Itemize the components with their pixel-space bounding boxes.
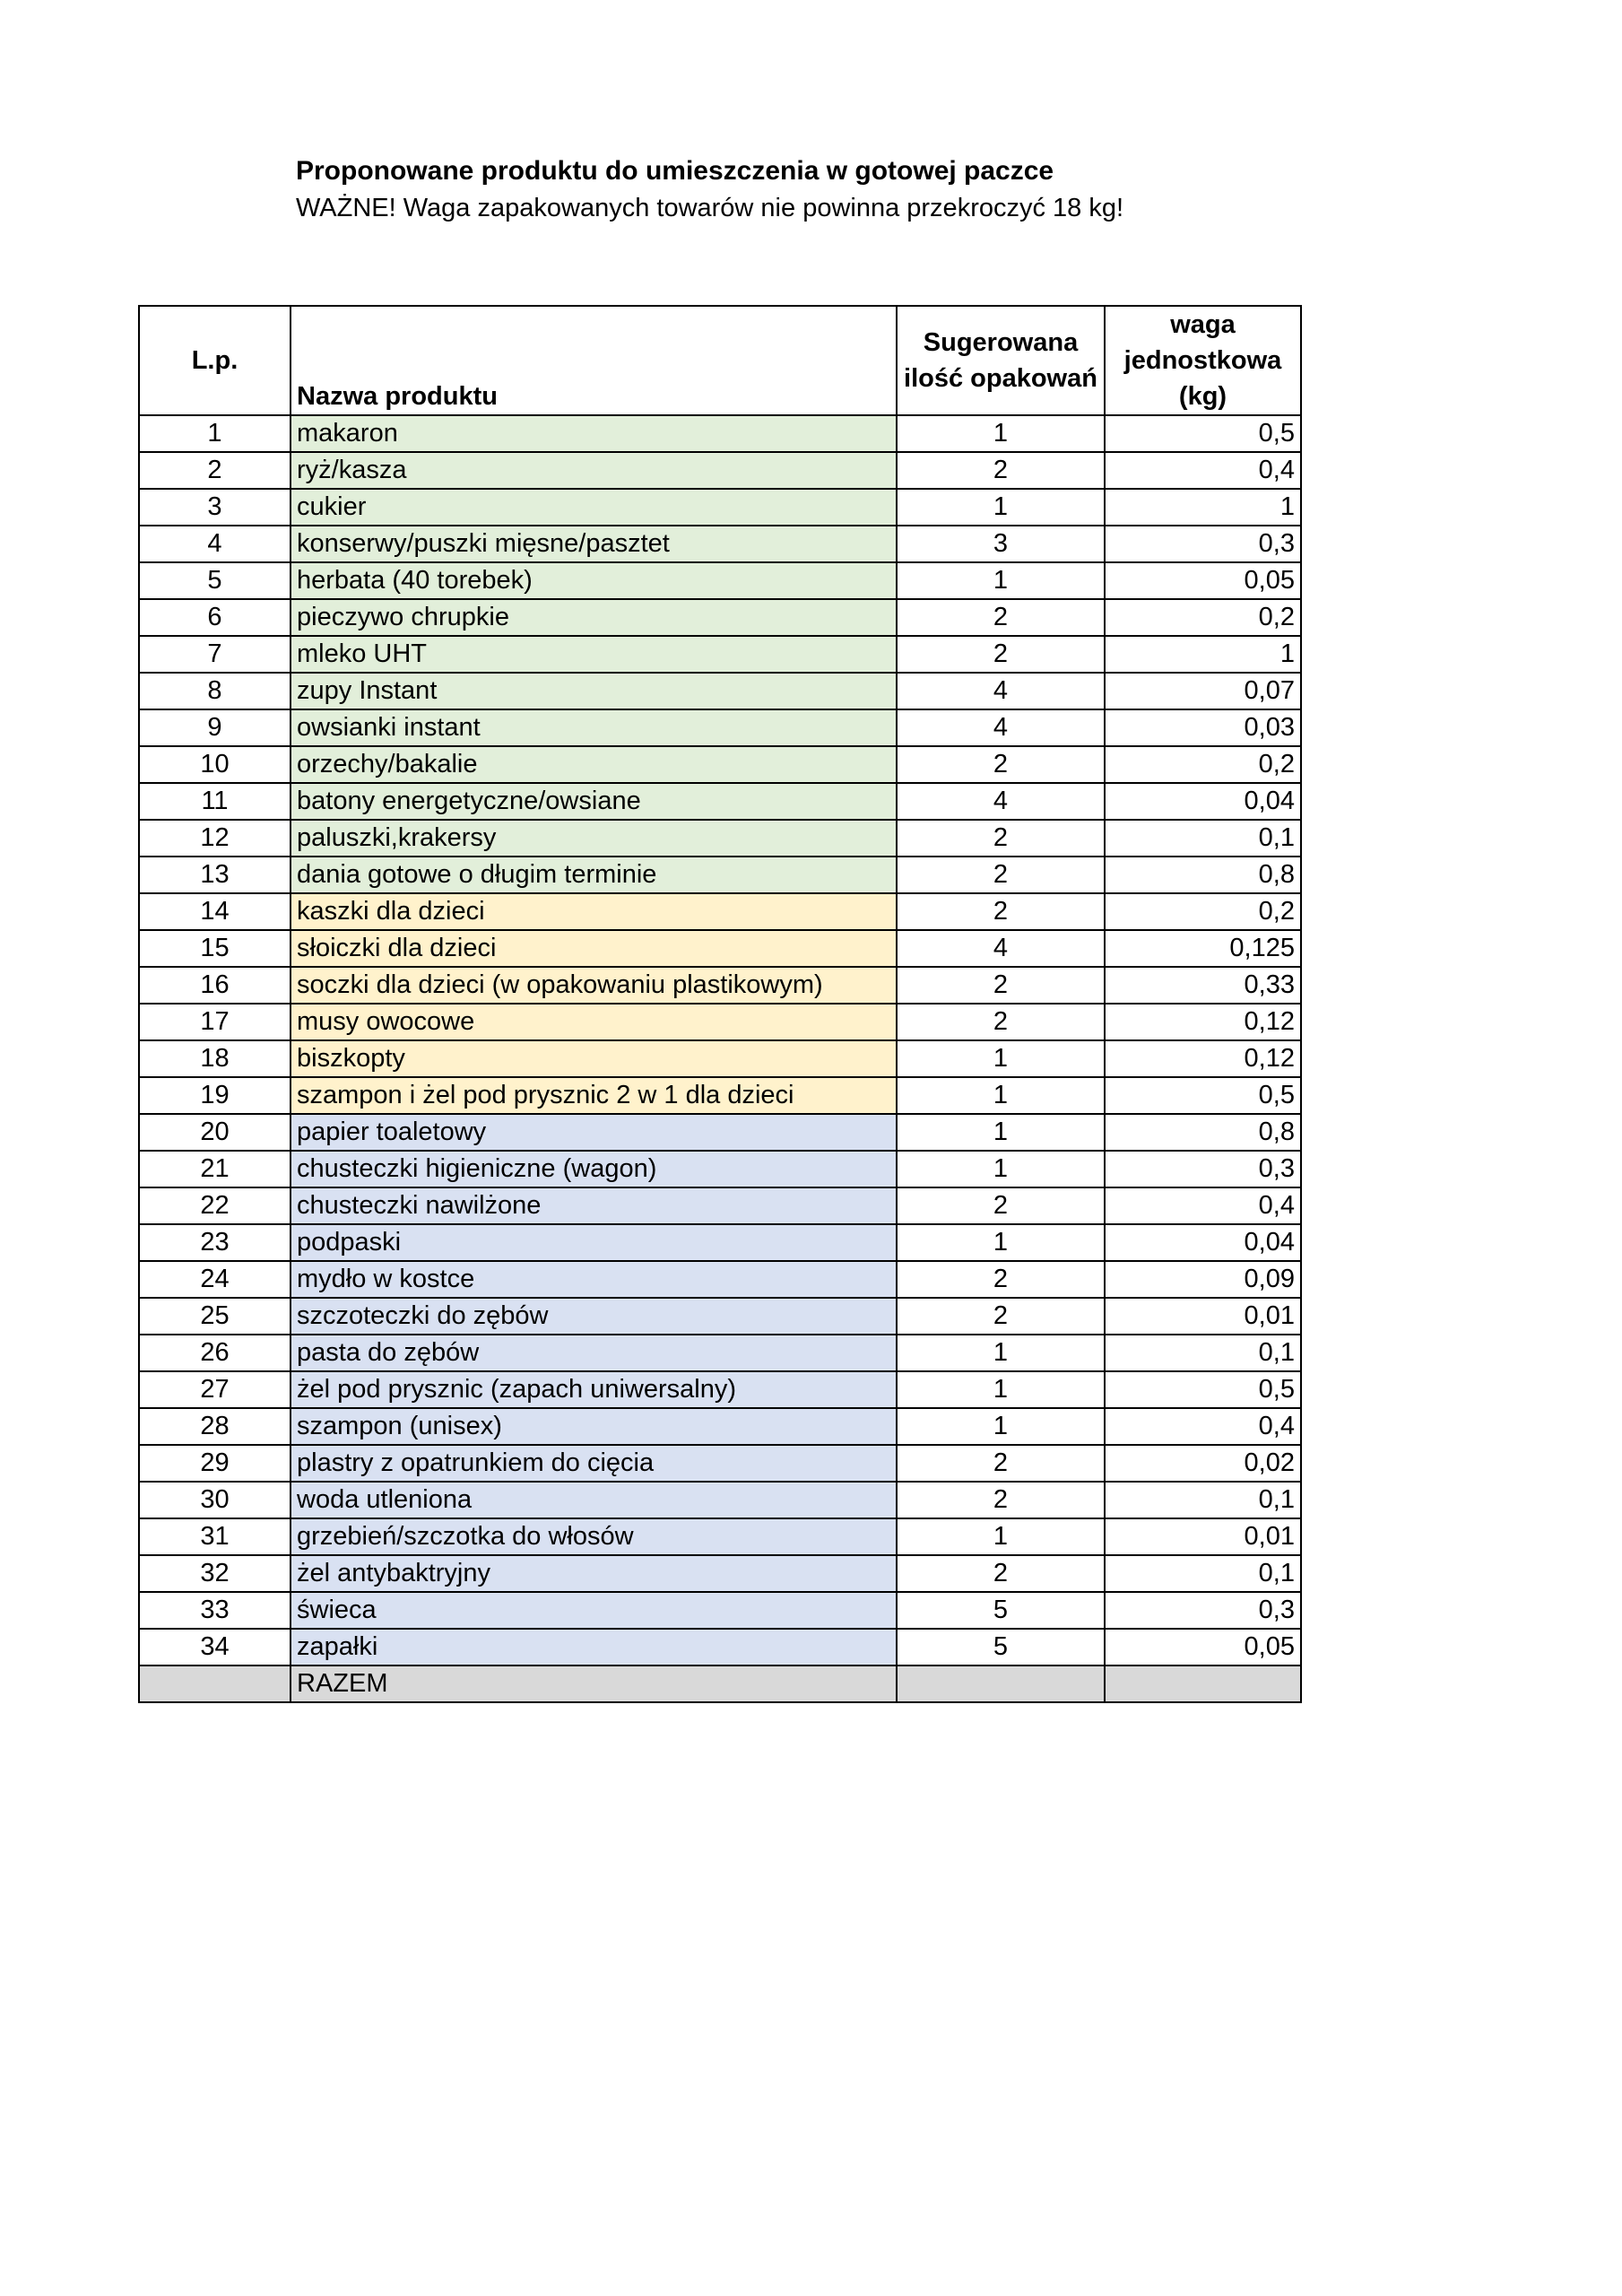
table-row (139, 1592, 1301, 1629)
document-title: Proponowane produktu do umieszczenia w gotowej paczce (296, 156, 1054, 186)
row-lp: 32 (139, 1555, 291, 1592)
row-lp: 26 (139, 1335, 291, 1371)
row-lp: 21 (139, 1151, 291, 1187)
row-product-name: szampon (unisex) (291, 1408, 897, 1445)
row-lp: 7 (139, 636, 291, 673)
total-label: RAZEM (291, 1665, 897, 1702)
row-unit-weight: 1 (1105, 636, 1301, 673)
row-product-name: pasta do zębów (291, 1335, 897, 1371)
row-lp: 29 (139, 1445, 291, 1482)
table-row (139, 967, 1301, 1004)
row-lp: 5 (139, 562, 291, 599)
row-quantity: 4 (897, 673, 1105, 709)
total-weight-cell (1105, 1665, 1301, 1702)
row-lp: 28 (139, 1408, 291, 1445)
row-lp: 9 (139, 709, 291, 746)
row-quantity: 1 (897, 1114, 1105, 1151)
row-quantity: 2 (897, 1004, 1105, 1040)
row-unit-weight: 0,125 (1105, 930, 1301, 967)
table-row (139, 820, 1301, 857)
row-lp: 27 (139, 1371, 291, 1408)
row-product-name: batony energetyczne/owsiane (291, 783, 897, 820)
row-lp: 11 (139, 783, 291, 820)
row-product-name: słoiczki dla dzieci (291, 930, 897, 967)
row-lp: 10 (139, 746, 291, 783)
row-product-name: mleko UHT (291, 636, 897, 673)
row-lp: 30 (139, 1482, 291, 1518)
row-product-name: szczoteczki do zębów (291, 1298, 897, 1335)
table-row (139, 930, 1301, 967)
row-unit-weight: 0,09 (1105, 1261, 1301, 1298)
row-lp: 20 (139, 1114, 291, 1151)
row-unit-weight: 0,1 (1105, 1482, 1301, 1518)
row-product-name: zupy Instant (291, 673, 897, 709)
row-lp: 25 (139, 1298, 291, 1335)
row-lp: 34 (139, 1629, 291, 1665)
table-row (139, 1040, 1301, 1077)
table-row (139, 1114, 1301, 1151)
row-unit-weight: 0,3 (1105, 1592, 1301, 1629)
row-quantity: 2 (897, 452, 1105, 489)
row-quantity: 2 (897, 746, 1105, 783)
row-product-name: orzechy/bakalie (291, 746, 897, 783)
table-header-row (139, 306, 1301, 415)
row-lp: 17 (139, 1004, 291, 1040)
row-quantity: 2 (897, 893, 1105, 930)
row-lp: 8 (139, 673, 291, 709)
row-product-name: makaron (291, 415, 897, 452)
row-product-name: grzebień/szczotka do włosów (291, 1518, 897, 1555)
row-unit-weight: 0,5 (1105, 1077, 1301, 1114)
row-lp: 4 (139, 526, 291, 562)
table-row (139, 1077, 1301, 1114)
row-quantity: 5 (897, 1592, 1105, 1629)
row-unit-weight: 0,07 (1105, 673, 1301, 709)
row-quantity: 4 (897, 930, 1105, 967)
row-product-name: kaszki dla dzieci (291, 893, 897, 930)
row-lp: 3 (139, 489, 291, 526)
row-product-name: plastry z opatrunkiem do cięcia (291, 1445, 897, 1482)
table-row (139, 526, 1301, 562)
table-row (139, 1629, 1301, 1665)
table-row (139, 1408, 1301, 1445)
row-quantity: 2 (897, 857, 1105, 893)
row-lp: 18 (139, 1040, 291, 1077)
row-product-name: chusteczki higieniczne (wagon) (291, 1151, 897, 1187)
row-quantity: 1 (897, 1518, 1105, 1555)
row-unit-weight: 0,1 (1105, 1335, 1301, 1371)
table-row (139, 1004, 1301, 1040)
header-quantity: Sugerowana ilość opakowań (897, 306, 1105, 415)
row-quantity: 2 (897, 1555, 1105, 1592)
row-lp: 22 (139, 1187, 291, 1224)
table-row (139, 1224, 1301, 1261)
row-quantity: 2 (897, 1187, 1105, 1224)
total-lp-cell (139, 1665, 291, 1702)
document-heading (296, 152, 1123, 226)
row-product-name: pieczywo chrupkie (291, 599, 897, 636)
row-unit-weight: 0,8 (1105, 1114, 1301, 1151)
row-unit-weight: 0,1 (1105, 820, 1301, 857)
row-lp: 2 (139, 452, 291, 489)
table-row (139, 857, 1301, 893)
row-product-name: herbata (40 torebek) (291, 562, 897, 599)
row-unit-weight: 0,01 (1105, 1298, 1301, 1335)
row-unit-weight: 0,2 (1105, 746, 1301, 783)
row-product-name: cukier (291, 489, 897, 526)
row-quantity: 2 (897, 599, 1105, 636)
products-table (138, 305, 1302, 1703)
row-product-name: biszkopty (291, 1040, 897, 1077)
row-lp: 23 (139, 1224, 291, 1261)
row-quantity: 2 (897, 820, 1105, 857)
header-lp: L.p. (139, 306, 291, 415)
row-lp: 19 (139, 1077, 291, 1114)
row-product-name: podpaski (291, 1224, 897, 1261)
table-row (139, 452, 1301, 489)
row-unit-weight: 0,04 (1105, 1224, 1301, 1261)
row-product-name: soczki dla dzieci (w opakowaniu plastikowym) (291, 967, 897, 1004)
row-unit-weight: 0,03 (1105, 709, 1301, 746)
row-quantity: 3 (897, 526, 1105, 562)
row-lp: 1 (139, 415, 291, 452)
row-product-name: owsianki instant (291, 709, 897, 746)
row-product-name: chusteczki nawilżone (291, 1187, 897, 1224)
table-row (139, 599, 1301, 636)
row-unit-weight: 0,4 (1105, 1408, 1301, 1445)
row-quantity: 2 (897, 967, 1105, 1004)
table-body (139, 415, 1301, 1665)
row-unit-weight: 0,02 (1105, 1445, 1301, 1482)
row-product-name: woda utleniona (291, 1482, 897, 1518)
row-unit-weight: 1 (1105, 489, 1301, 526)
row-quantity: 1 (897, 1077, 1105, 1114)
table-row (139, 1445, 1301, 1482)
row-quantity: 2 (897, 636, 1105, 673)
row-quantity: 2 (897, 1482, 1105, 1518)
row-product-name: konserwy/puszki mięsne/pasztet (291, 526, 897, 562)
table-row (139, 783, 1301, 820)
row-unit-weight: 0,05 (1105, 562, 1301, 599)
row-unit-weight: 0,1 (1105, 1555, 1301, 1592)
table-row (139, 893, 1301, 930)
table-row (139, 709, 1301, 746)
row-quantity: 4 (897, 709, 1105, 746)
row-unit-weight: 0,12 (1105, 1004, 1301, 1040)
row-lp: 13 (139, 857, 291, 893)
row-lp: 33 (139, 1592, 291, 1629)
row-unit-weight: 0,01 (1105, 1518, 1301, 1555)
table-row (139, 1482, 1301, 1518)
row-unit-weight: 0,05 (1105, 1629, 1301, 1665)
table-row (139, 562, 1301, 599)
table-row (139, 636, 1301, 673)
row-quantity: 4 (897, 783, 1105, 820)
row-quantity: 2 (897, 1261, 1105, 1298)
row-product-name: szampon i żel pod prysznic 2 w 1 dla dzieci (291, 1077, 897, 1114)
row-unit-weight: 0,4 (1105, 452, 1301, 489)
row-lp: 14 (139, 893, 291, 930)
row-quantity: 1 (897, 1040, 1105, 1077)
row-quantity: 2 (897, 1445, 1105, 1482)
row-lp: 15 (139, 930, 291, 967)
row-quantity: 5 (897, 1629, 1105, 1665)
row-quantity: 2 (897, 1298, 1105, 1335)
table-row (139, 1261, 1301, 1298)
row-product-name: żel pod prysznic (zapach uniwersalny) (291, 1371, 897, 1408)
row-product-name: żel antybaktryjny (291, 1555, 897, 1592)
row-product-name: ryż/kasza (291, 452, 897, 489)
row-unit-weight: 0,4 (1105, 1187, 1301, 1224)
row-unit-weight: 0,5 (1105, 1371, 1301, 1408)
row-quantity: 1 (897, 1224, 1105, 1261)
weight-warning: WAŻNE! Waga zapakowanych towarów nie powinna przekroczyć 18 kg! (296, 194, 1124, 222)
row-lp: 24 (139, 1261, 291, 1298)
row-product-name: zapałki (291, 1629, 897, 1665)
row-product-name: świeca (291, 1592, 897, 1629)
table-row (139, 1335, 1301, 1371)
row-quantity: 1 (897, 1371, 1105, 1408)
header-product-name: Nazwa produktu (291, 306, 897, 415)
row-quantity: 1 (897, 562, 1105, 599)
table-row (139, 1555, 1301, 1592)
row-quantity: 1 (897, 1408, 1105, 1445)
row-unit-weight: 0,33 (1105, 967, 1301, 1004)
table-row (139, 1151, 1301, 1187)
total-quantity-cell (897, 1665, 1105, 1702)
row-quantity: 1 (897, 489, 1105, 526)
row-quantity: 1 (897, 415, 1105, 452)
row-unit-weight: 0,8 (1105, 857, 1301, 893)
row-unit-weight: 0,2 (1105, 893, 1301, 930)
row-unit-weight: 0,5 (1105, 415, 1301, 452)
table-row (139, 746, 1301, 783)
row-quantity: 1 (897, 1335, 1105, 1371)
row-unit-weight: 0,12 (1105, 1040, 1301, 1077)
row-product-name: mydło w kostce (291, 1261, 897, 1298)
row-lp: 16 (139, 967, 291, 1004)
row-product-name: dania gotowe o długim terminie (291, 857, 897, 893)
row-lp: 31 (139, 1518, 291, 1555)
row-unit-weight: 0,2 (1105, 599, 1301, 636)
row-product-name: papier toaletowy (291, 1114, 897, 1151)
table-row (139, 1371, 1301, 1408)
table-row (139, 1518, 1301, 1555)
row-product-name: musy owocowe (291, 1004, 897, 1040)
table-row (139, 673, 1301, 709)
table-row (139, 489, 1301, 526)
row-quantity: 1 (897, 1151, 1105, 1187)
row-lp: 12 (139, 820, 291, 857)
row-unit-weight: 0,04 (1105, 783, 1301, 820)
row-unit-weight: 0,3 (1105, 526, 1301, 562)
row-lp: 6 (139, 599, 291, 636)
table-row (139, 1187, 1301, 1224)
row-product-name: paluszki,krakersy (291, 820, 897, 857)
total-row (139, 1665, 1301, 1702)
header-unit-weight: waga jednostkowa (kg) (1105, 306, 1301, 415)
row-unit-weight: 0,3 (1105, 1151, 1301, 1187)
table-row (139, 1298, 1301, 1335)
table-row (139, 415, 1301, 452)
